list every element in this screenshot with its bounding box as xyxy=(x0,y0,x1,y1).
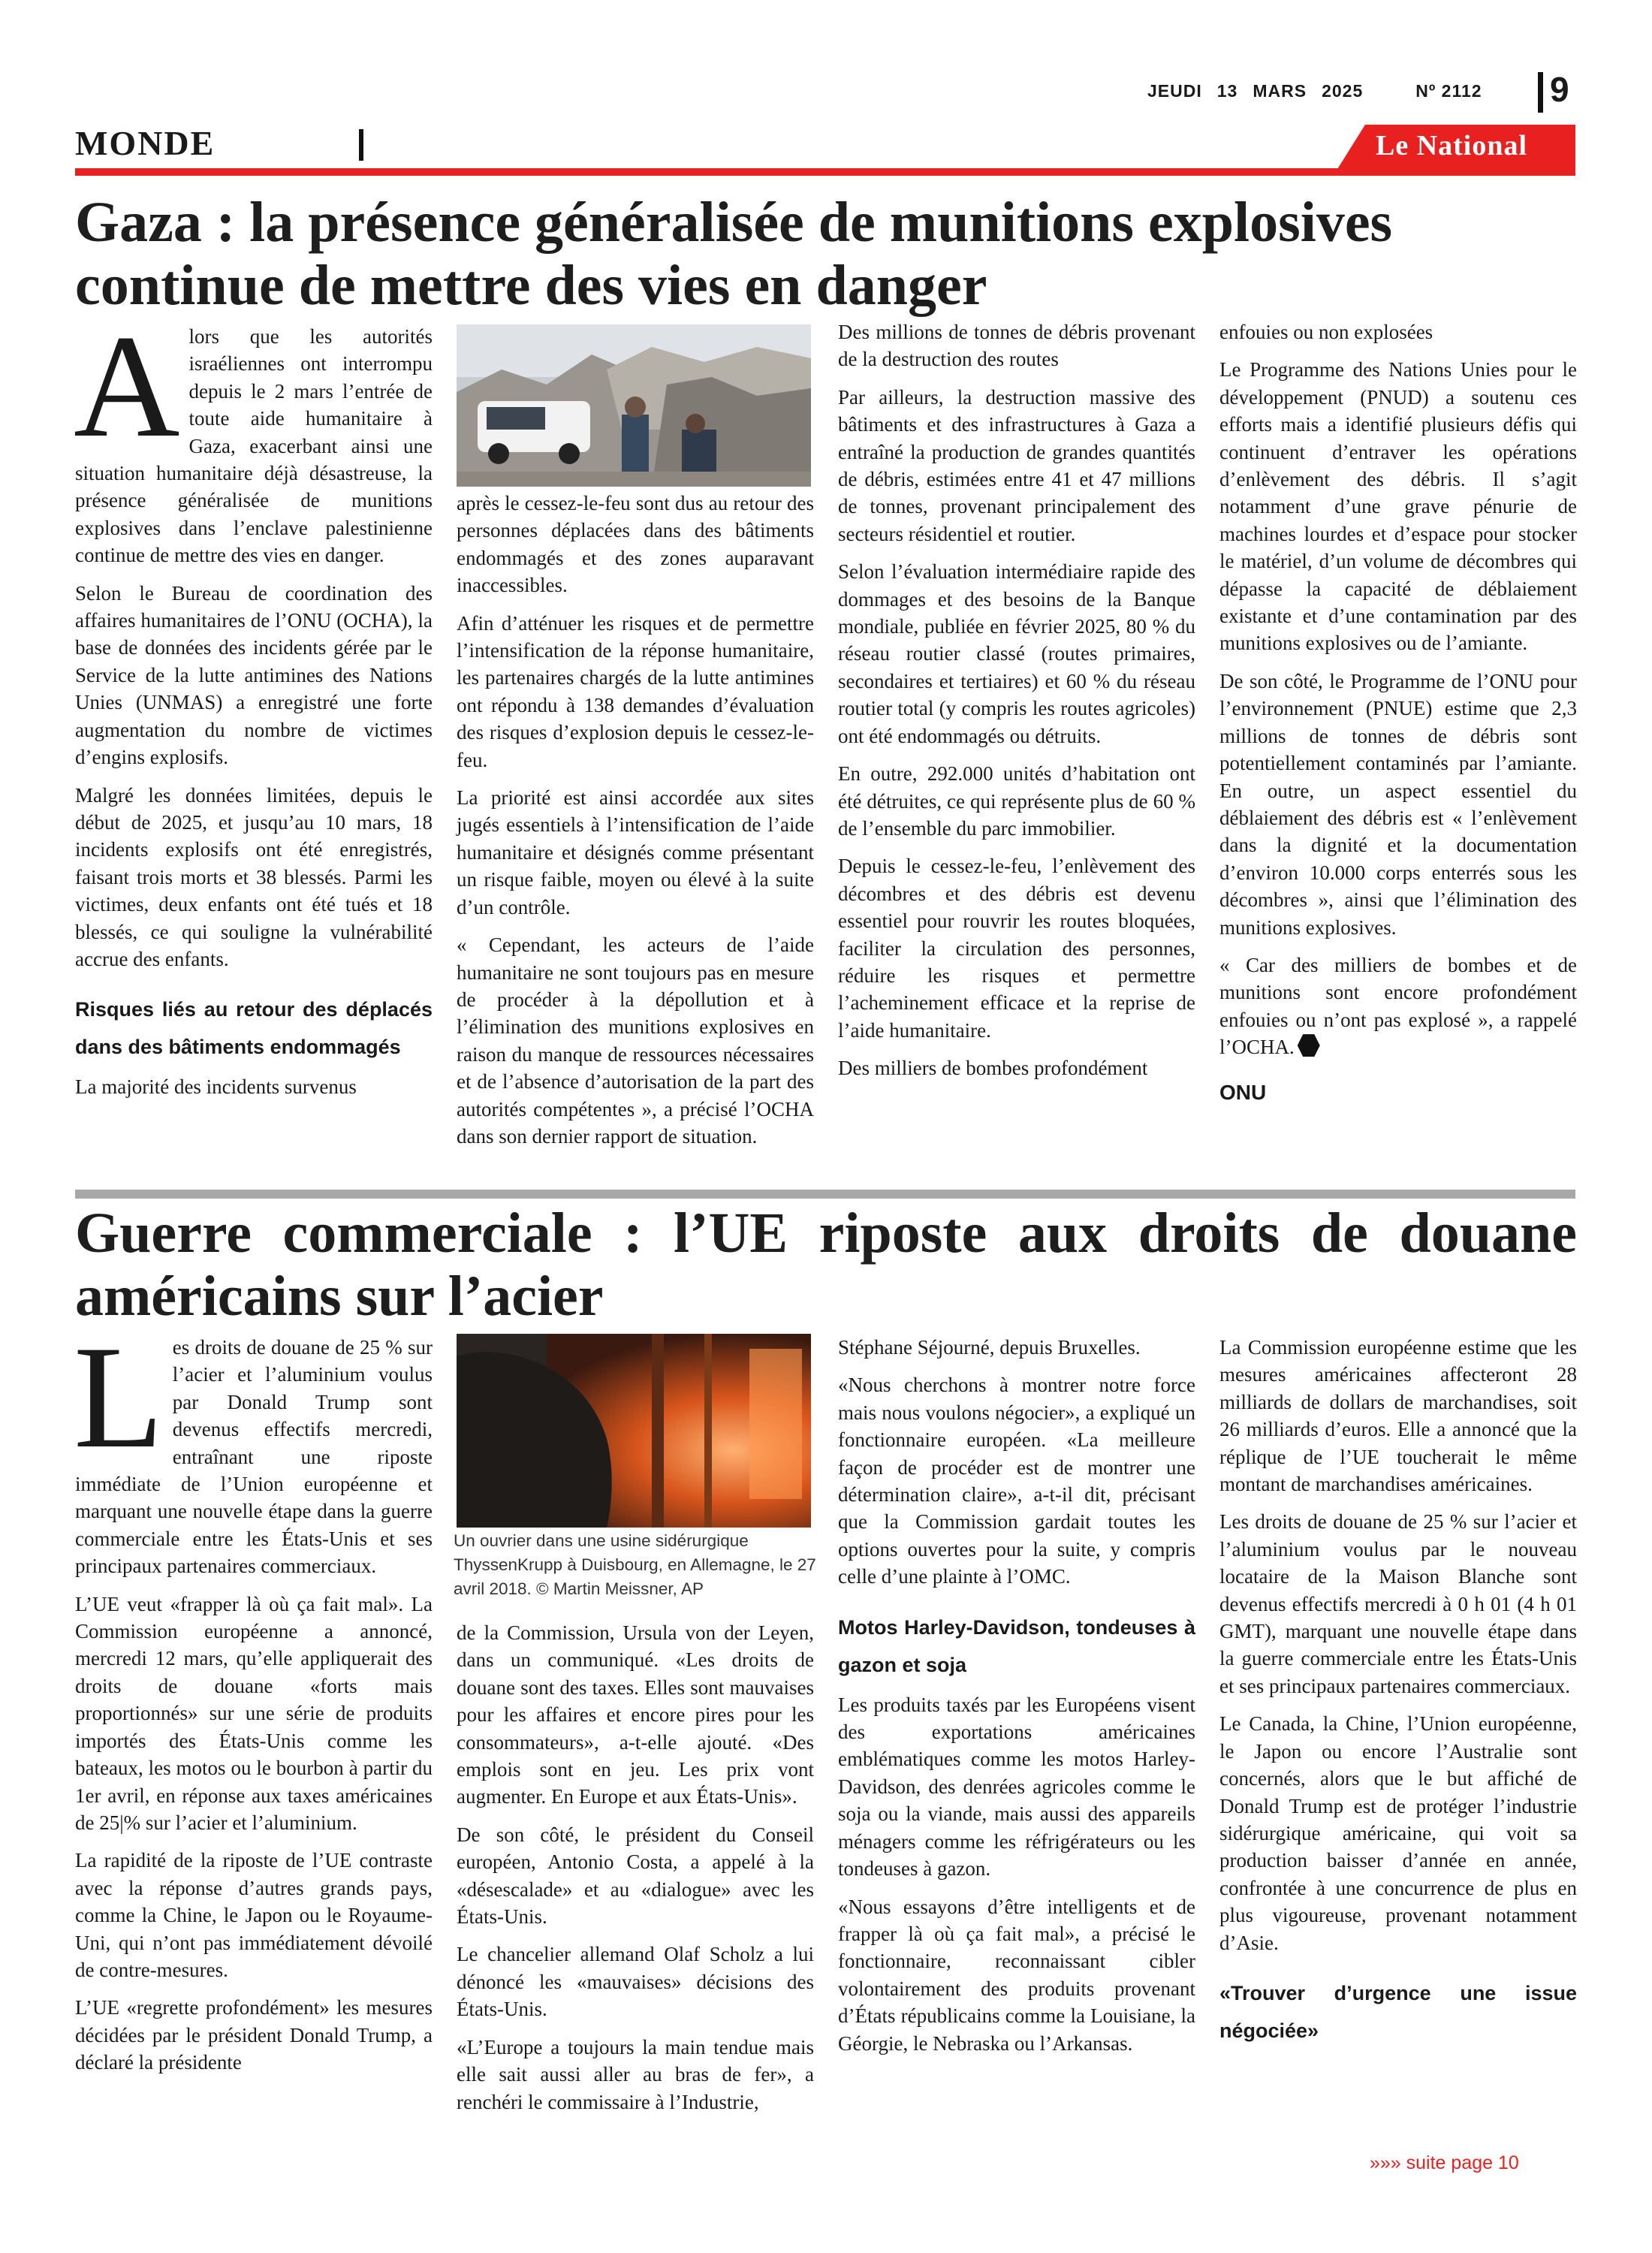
issue-meta xyxy=(1147,81,1497,101)
header-rule xyxy=(75,168,1575,176)
paragraph: La Commission européenne estime que les mesures américaines affecteront 28 milliards de dollars de marchandises, soit 26 milliards d’euros. Elle a annoncé que la réplique de l’UE toucherait le même montant de marchandises américaines. xyxy=(1219,1336,1577,1496)
paragraph: es droits de douane de 25 % sur l’acier et l’aluminium voulus par Donald Trump sont devenus effectifs mercredi, entraînant une riposte immédiate de l’Union européenne et marquant une nouvelle étape dans la guerre commerciale entre les États-Unis et ses principaux partenaires commerciaux. xyxy=(75,1336,433,1578)
paragraph: Le Programme des Nations Unies pour le développement (PNUD) a soutenu ces efforts mais a identifié plusieurs défis qui continuent d’entraver les opérations d’enlèvement des débris. Il s’agit notamment d’une grave pénurie de machines lourdes et d’espace pour stocker le matériel, d’un volume de décombres qui dépasse la capacité de déblaiement existante et d’une contamination par des munitions explosives ou de l’amiante. xyxy=(1219,358,1577,655)
paragraph: La rapidité de la riposte de l’UE contraste avec la réponse d’autres grands pays, comme la Chine, le Japon ou le Royaume-Uni, qui n’ont pas immédiatement dévoilé de contre-mesures. xyxy=(75,1849,433,1981)
issue-month: MARS xyxy=(1253,81,1307,101)
continued-link[interactable]: »»» suite page 10 xyxy=(1370,2152,1519,2173)
paragraph: « Car des milliers de bombes et de munitions sont encore profondément enfouies ou n’ont pas explosé », a rappelé l’OCHA. xyxy=(1219,953,1577,1059)
article2-subhead-2: «Trouver d’urgence une issue négociée» xyxy=(1219,1981,1577,2042)
paragraph: Stéphane Séjourné, depuis Bruxelles. xyxy=(838,1336,1141,1359)
paragraph: « Cependant, les acteurs de l’aide humanitaire ne sont toujours pas en mesure de procéder à la dépollution et à l’élimination des munitions explosives en raison du manque de ressources nécessaires et de l’absence d’autorisation de la part des autorités compétentes », a précisé l’OCHA dans son dernier rapport de situation. xyxy=(457,933,814,1148)
paragraph: La priorité est ainsi accordée aux sites jugés essentiels à l’intensification de l’aide humanitaire et désignés comme présentant un risque faible, moyen ou élevé à la suite d’un contrôle. xyxy=(457,786,814,918)
paragraph: enfouies ou non explosées xyxy=(1219,321,1433,343)
paragraph: La majorité des incidents survenus xyxy=(75,1075,357,1099)
issue-date: 13 xyxy=(1216,81,1238,101)
paragraph: Des milliers de bombes profondément xyxy=(838,1057,1148,1080)
article2-title: Guerre commerciale : l’UE riposte aux droits de douane américains sur l’acier xyxy=(75,1202,1577,1328)
page-number: 9 xyxy=(1550,70,1569,109)
paragraph: De son côté, le président du Conseil européen, Antonio Costa, a appelé à la «désescalade» et au «dialogue» avec les États-Unis. xyxy=(457,1823,814,1929)
article1-subhead: Risques liés au retour des déplacés dans des bâtiments endommagés xyxy=(75,998,433,1059)
section-label: MONDE xyxy=(75,124,216,162)
steel-mill-photo xyxy=(457,1334,811,1528)
article1-byline: ONU xyxy=(1219,1080,1267,1104)
paragraph: Des millions de tonnes de débris provenant de la destruction des routes xyxy=(838,321,1195,371)
article2-col2 xyxy=(457,1619,814,2126)
paragraph: après le cessez-le-feu sont dus au retour des personnes déplacées dans des bâtiments endommagés et des zones auparavant inaccessibles. xyxy=(457,492,814,597)
paragraph: L’UE veut «frapper là où ça fait mal». La Commission européenne a annoncé, mercredi 12 mars, qu’elle appliquerait des droits de douane «forts mais proportionnés» sur une série de produits importés des États-Unis comme les bateaux, les motos ou le bourbon à partir du 1er avril, en réponse aux taxes américaines de 25|% sur l’acier et l’aluminium. xyxy=(75,1592,433,1834)
paragraph: Le Canada, la Chine, l’Union européenne, le Japon ou encore l’Australie sont concernés, alors que le but affiché de Donald Trump est de protéger l’industrie sidérurgique américaine, qui voit sa production baisser d’année en année, confrontée à une concurrence de plus en plus vigoureuse, provenant notamment d’Asie. xyxy=(1219,1712,1577,1954)
paragraph: En outre, 292.000 unités d’habitation ont été détruites, ce qui représente plus de 60 % de l’ensemble du parc immobilier. xyxy=(838,762,1195,840)
paragraph: «Nous essayons d’être intelligents et de frapper là où ça fait mal», a précisé le fonctionnaire, reconnaissant cibler volontairement des produits provenant d’États républicains comme la Louisiane, la Géorgie, le Nebraska ou l’Arkansas. xyxy=(838,1895,1195,2055)
article2-col3 xyxy=(838,1334,1195,2068)
paragraph: Selon le Bureau de coordination des affaires humanitaires de l’ONU (OCHA), la base de données des incidents gérée par le Service de la lutte antimines des Nations Unies (UNMAS) a enregistré une forte augmentation du nombre de victimes d’engins explosifs. xyxy=(75,581,433,769)
hexagon-end-mark-icon xyxy=(1298,1034,1320,1057)
article1-col3 xyxy=(838,318,1195,1093)
article1-lead xyxy=(74,305,433,569)
article2-col1 xyxy=(74,1316,433,2087)
article2-subhead: Motos Harley-Davidson, tondeuses à gazon et soja xyxy=(838,1615,1195,1676)
article1-col2 xyxy=(457,490,814,1160)
page-number-divider xyxy=(1538,72,1543,113)
paragraph: Le chancelier allemand Olaf Scholz a lui dénoncé les «mauvaises» décisions des États-Unis. xyxy=(457,1943,814,2021)
paragraph: de la Commission, Ursula von der Leyen, dans un communiqué. «Les droits de douane sont des taxes. Elles sont mauvaises pour les affaires et encore pires pour les consommateurs», a-t-elle ajouté. «Des emplois sont en jeu. Les prix vont augmenter. En Europe et aux États-Unis». xyxy=(457,1621,814,1808)
brand-name: Le National xyxy=(1376,130,1528,161)
article2-col4 xyxy=(1219,1334,1577,2057)
article1-title: Gaza : la présence généralisée de munitions explosives continue de mettre des vies en danger xyxy=(75,191,1393,317)
paragraph: Depuis le cessez-le-feu, l’enlèvement des décombres et des débris est devenu essentiel pour rouvrir les routes bloquées, faciliter la circulation des personnes, réduire les risques et permettre l’acheminement efficace et la reprise de l’aide humanitaire. xyxy=(838,855,1195,1042)
gaza-rubble-photo xyxy=(457,324,811,487)
issue-number: Nº 2112 xyxy=(1415,81,1482,101)
drop-cap: L xyxy=(74,1316,164,1479)
paragraph: Malgré les données limitées, depuis le début de 2025, et jusqu’au 10 mars, 18 incidents explosifs ont été enregistrés, faisant trois morts et 38 blessés. Parmi les victimes, deux enfants ont été tués et 18 blessés, ce qui souligne la vulnérabilité accrue des enfants. xyxy=(75,783,433,970)
paragraph: Les droits de douane de 25 % sur l’acier et l’aluminium voulus par le nouveau locataire de la Maison Blanche sont devenus effectifs mercredi à 0 h 01 (4 h 01 GMT), marquant une nouvelle étape dans la guerre commerciale entre les États-Unis et ses principaux partenaires commerciaux. xyxy=(1219,1510,1577,1697)
photo-caption: Un ouvrier dans une usine sidérurgique ThyssenKrupp à Duisbourg, en Allemagne, le 27 avril 2018. © Martin Meissner, AP xyxy=(454,1531,816,1598)
drop-cap: A xyxy=(74,305,180,468)
article1-closing-paragraph xyxy=(1219,952,1577,1061)
issue-day: JEUDI xyxy=(1147,81,1202,101)
article-separator xyxy=(75,1190,1575,1199)
paragraph: Selon l’évaluation intermédiaire rapide des dommages et des besoins de la Banque mondiale, publiée en février 2025, 80 % du réseau routier classé (routes primaires, secondaires et tertiaires) et 60 % du réseau routier total (y compris les routes agricoles) ont été endommagés ou détruits. xyxy=(838,560,1195,747)
paragraph: Les produits taxés par les Européens visent des exportations américaines emblématiques comme les motos Harley-Davidson, des denrées agricoles comme le soja ou la viande, mais aussi des appareils ménagers comme les réfrigérateurs ou les tondeuses à gazon. xyxy=(838,1693,1195,1881)
section-divider xyxy=(359,129,363,161)
paragraph: De son côté, le Programme de l’ONU pour l’environnement (PNUE) estime que 2,3 millions de tonnes de débris sont potentiellement contaminés par l’amiante. En outre, un aspect essentiel du déblaiement des débris est « l’enlèvement dans la dignité et la documentation d’environ 10.000 corps enterrés sous les décombres », ainsi que l’élimination des munitions explosives. xyxy=(1219,669,1577,939)
paragraph: Par ailleurs, la destruction massive des bâtiments et des infrastructures à Gaza a entraîné la production de grandes quantités de débris, estimées entre 41 et 47 millions de tonnes, provenant principalement des secteurs résidentiel et routier. xyxy=(838,385,1195,545)
paragraph: Afin d’atténuer les risques et de permettre l’intensification de la réponse humanitaire, les partenaires chargés de la lutte antimines ont répondu à 138 demandes d’évaluation des risques d’explosion depuis le cessez-le-feu. xyxy=(457,611,814,771)
article1-col4 xyxy=(1219,318,1577,1106)
paragraph: lors que les autorités israéliennes ont interrompu depuis le 2 mars l’entrée de toute aide humanitaire à Gaza, exacerbant ainsi une situation humanitaire déjà désastreuse, la présence généralisée de munitions explosives dans l’enclave palestinienne continue de mettre des vies en danger. xyxy=(75,325,433,567)
paragraph: L’UE «regrette profondément» les mesures décidées par le président Donald Trump, a déclaré la présidente xyxy=(75,1996,433,2074)
article2-lead xyxy=(74,1316,433,1580)
paragraph: «Nous cherchons à montrer notre force mais nous voulons négocier», a expliqué un fonctionnaire européen. «La meilleure façon de procéder est de montrer une détermination claire», a-t-il dit, précisant que la Commission gardait toutes les options ouvertes pour la suite, y compris celle d’une plainte à l’OMC. xyxy=(838,1374,1195,1588)
issue-year: 2025 xyxy=(1322,81,1364,101)
paragraph: «L’Europe a toujours la main tendue mais elle sait aussi aller au bras de fer», a renchéri le commissaire à l’Industrie, xyxy=(457,2035,814,2113)
article1-col1 xyxy=(74,305,433,1111)
